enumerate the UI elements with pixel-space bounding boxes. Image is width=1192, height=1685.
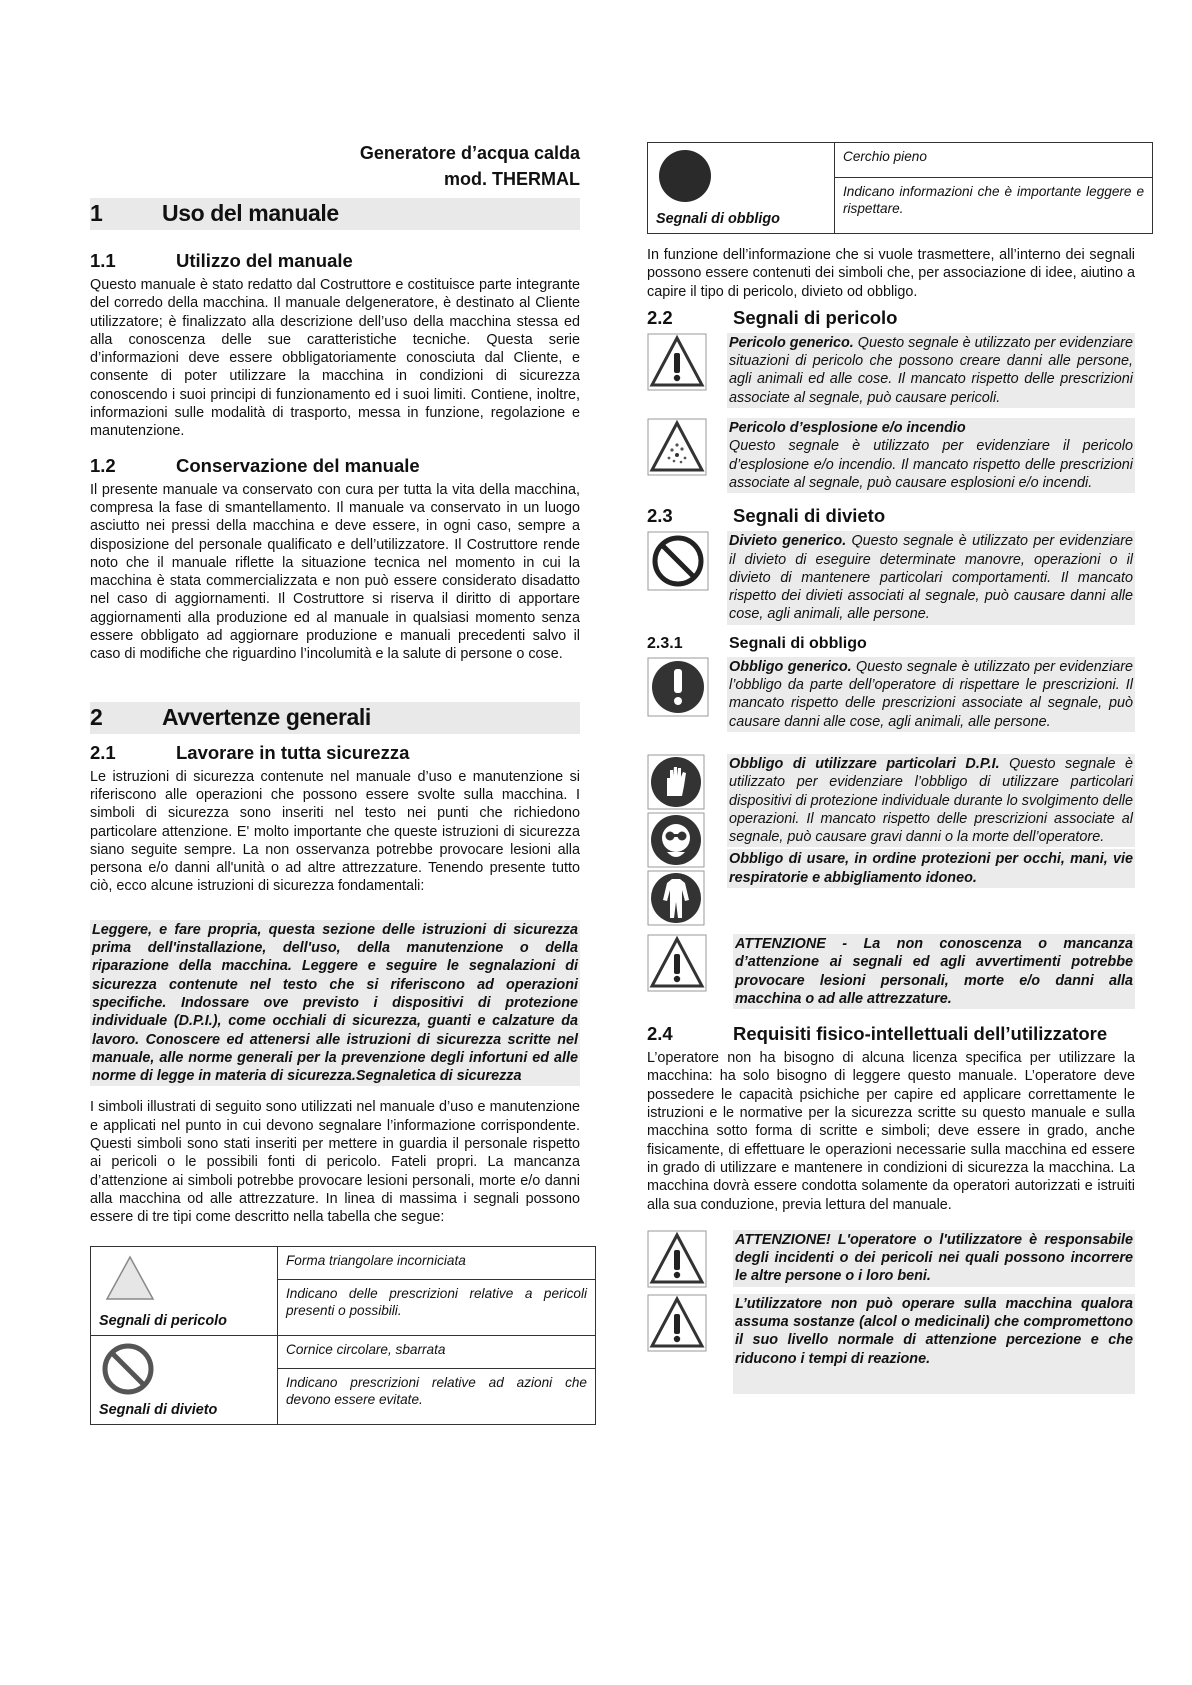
document-title xyxy=(90,140,580,192)
section-1-2-heading xyxy=(90,455,580,477)
symbol-label: Segnali di pericolo xyxy=(99,1313,227,1330)
explosion-row xyxy=(647,418,1135,493)
sign-body: Questo segnale è utilizzato per evidenziare l’obbligo da parte dell’operatore di rispettare le prescrizioni. Il mancato rispetto delle prescrizioni associate al segnale, può causare danni alle cose, agli animali, alle persone. xyxy=(729,658,1134,730)
sign-title: Pericolo d’esplosione e/o incendio xyxy=(729,420,966,437)
warning-triangle-icon xyxy=(105,1255,155,1301)
section-2-1-heading xyxy=(90,742,580,764)
section-2-heading xyxy=(90,702,580,734)
document-title-line1: Generatore d’acqua calda xyxy=(359,143,580,163)
signals-table xyxy=(90,1246,596,1425)
attention-row-1 xyxy=(647,934,1135,1009)
section-title: Lavorare in tutta sicurezza xyxy=(176,741,410,763)
ppe-text-2: Obbligo di usare, in ordine protezioni per occhi, mani, vie respiratorie e abbigliamento idoneo. xyxy=(727,849,1135,888)
sign-icons xyxy=(647,333,727,391)
section-1-2-text: Il presente manuale va conservato con cura per tutta la vita della macchina, compresa la fase di smantellamento. Il manuale va conservato in un luogo asciutto nei pressi della macchina e deve essere, in ogni caso, sempre a disposizione del personale qualificato e dell’utilizzatore. Il Costruttore rende noto che il manuale riflette la situazione tecnica nel momento in cui la macchina è stata commercializzata e non può essere considerato disadatto nel caso di aggiornamenti. Il Costruttore si riserva il diritto di apportare aggiornamenti alla produzione ed al manuale in qualsiasi momento senza essere obbligato ad aggiornare produzione e manuali precedenti salvo il caso di modifiche che riguardino l’incolumità e la salute di persone o cose. xyxy=(90,481,580,663)
sign-title: Obbligo di utilizzare particolari D.P.I. xyxy=(729,755,1000,772)
explosion-warning-icon xyxy=(647,418,707,476)
safety-warning-box: Leggere, e fare propria, questa sezione delle istruzioni di sicurezza prima dell'installazione, dell'uso, della manutenzione o della riparazione della macchina. Leggere e seguire le segnalazioni di sicurezza contenute nel testo che si riferiscono ad operazioni specifiche. Indossare ove previsto i dispositivi di protezione individuale (D.P.I.), come occhiali di sicurezza, guanti e calzature da lavoro. Conoscere ed attenersi alle istruzioni di sicurezza scritte nel manuale, alle norme generali per la prevenzione degli infortuni ed alle norme di legge in materia di sicurezza.Segnaletica di sicurezza xyxy=(90,920,580,1087)
meaning-cell: Indicano informazioni che è importante leggere e rispettare. xyxy=(835,178,1153,234)
table-row xyxy=(91,1336,596,1369)
sign-title: Pericolo generico. xyxy=(729,334,854,351)
document-title-line2: mod. THERMAL xyxy=(444,169,580,189)
warning-exclamation-icon xyxy=(647,1294,707,1352)
table-row xyxy=(91,1247,596,1280)
attention-text-2: ATTENZIONE! L'operatore o l'utilizzatore è responsabile degli incidenti o dei pericoli nei quali possono incorrere le altre persone o i loro beni. xyxy=(733,1230,1135,1287)
section-number: 2 xyxy=(90,703,103,730)
section-2-4-heading xyxy=(647,1023,1135,1045)
generic-prohibition-text xyxy=(727,531,1135,624)
ppe-obligation-row xyxy=(647,754,1135,926)
ppe-text xyxy=(727,754,1135,847)
section-2-3-heading xyxy=(647,505,1135,527)
obligation-table xyxy=(647,142,1153,234)
left-column xyxy=(90,140,587,1425)
ppe-texts xyxy=(727,754,1135,888)
symbol-label: Segnali di obbligo xyxy=(656,211,780,227)
gloves-obligation-icon xyxy=(647,754,705,810)
generic-prohibition-row xyxy=(647,531,1135,624)
meaning-cell: Indicano delle prescrizioni relative a pericoli presenti o possibili. xyxy=(278,1280,596,1336)
meaning-cell: Indicano prescrizioni relative ad azioni che devono essere evitate. xyxy=(278,1369,596,1425)
prohibition-icon xyxy=(101,1342,155,1396)
generic-danger-row xyxy=(647,333,1135,408)
sign-icons xyxy=(647,1230,727,1288)
obligation-exclamation-icon xyxy=(647,657,709,717)
table-row xyxy=(648,143,1153,178)
generic-obligation-text xyxy=(727,657,1135,732)
warning-exclamation-icon xyxy=(647,934,707,992)
filled-circle-icon xyxy=(658,149,712,203)
section-1-1-heading xyxy=(90,250,580,272)
section-number: 1.2 xyxy=(90,454,116,476)
shape-cell: Forma triangolare incorniciata xyxy=(278,1247,596,1280)
symbol-cell xyxy=(648,143,835,234)
right-column xyxy=(647,142,1144,1394)
attention-text-1: ATTENZIONE - La non conoscenza o mancanza d’attenzione ai segnali ed agli avvertimenti potrebbe provocare lesioni personali, morte e/o danni alla macchina o ad alle attrezzature. xyxy=(733,934,1135,1009)
sign-body: Questo segnale è utilizzato per evidenziare l’obbligo di utilizzare particolari dispositivi di protezione individuale durante lo svolgimento delle operazioni. Il mancato rispetto delle prescrizioni associate al segnale, può causare gravi danni o la morte dell’operatore. xyxy=(729,755,1133,846)
protective-clothing-icon xyxy=(647,870,705,926)
attention-text-3: L’utilizzatore non può operare sulla macchina qualora assuma sostanze (alcol o medicinali) che compromettono il suo livello normale di attenzione percezione e che riducono i tempi di reazione. xyxy=(733,1294,1135,1394)
shape-cell: Cornice circolare, sbarrata xyxy=(278,1336,596,1369)
section-title: Segnali di pericolo xyxy=(733,306,898,328)
warning-exclamation-icon xyxy=(647,333,707,391)
section-title: Utilizzo del manuale xyxy=(176,250,353,271)
goggles-obligation-icon xyxy=(647,812,705,868)
section-number: 2.4 xyxy=(647,1023,673,1045)
section-title: Avvertenze generali xyxy=(162,703,371,730)
symbol-label: Segnali di divieto xyxy=(99,1402,218,1419)
signals-intro-text: In funzione dell’informazione che si vuole trasmettere, all’interno dei segnali possono essere contenuti dei simboli che, per associazione di idee, aiutino a capire il tipo di pericolo, divieto od obbligo. xyxy=(647,247,1135,300)
section-2-1-text: Le istruzioni di sicurezza contenute nel manuale d’uso e manutenzione si riferiscono alle operazioni che possono essere svolte sulla macchina. I simboli di sicurezza sono inseriti nel testo nei punti che richiedono particolare attenzione. E' molto importante che queste istruzioni di sicurezza siano seguite sempre. La non osservanza potrebbe provocare lesioni alla persona e/o danni all'unità o ad altre attrezzature. Tenendo presente tutto ciò, ecco alcune istruzioni di sicurezza fondamentali: xyxy=(90,768,580,895)
attention-row-2 xyxy=(647,1230,1135,1288)
section-2-4-text: L’operatore non ha bisogno di alcuna licenza specifica per utilizzare la macchina: ha solo bisogno di leggere questo manuale. L’operatore deve possedere le capacità psichiche per capire ed applicare correttamente le istruzioni e le normative per la sicurezza scritte su questo manuale e sulla macchina sotto forma di scritte e simboli; deve essere in grado, anche fisicamente, di effettuare le operazioni necessarie sulla macchina ed essere in grado di utilizzare e mantenere in condizioni di sicurezza la macchina. La macchina dovrà essere condotta solamente da operatori autorizzati e istruiti alla sua conduzione, previa lettura del manuale. xyxy=(647,1050,1135,1213)
section-title: Segnali di obbligo xyxy=(729,634,867,652)
symbols-text: I simboli illustrati di seguito sono utilizzati nel manuale d’uso e manutenzione e applicati nel punto in cui devono segnalare l’informazione corrispondente. Questi simboli sono stati inseriti per mettere in guardia il personale rispetto ai pericoli o le possibili fonti di pericolo. Fateli propri. La mancanza d’attenzione ai simboli potrebbe provocare lesioni personali, morte e/o danni alla macchina od alle attrezzature. In linea di massima i segnali possono essere di tre tipi come descritto nella tabella che segue: xyxy=(90,1099,580,1226)
generic-obligation-row xyxy=(647,657,1135,732)
sign-icons xyxy=(647,754,727,926)
attention-row-3 xyxy=(647,1294,1135,1394)
section-number: 1.1 xyxy=(90,250,116,271)
section-number: 2.2 xyxy=(647,306,673,328)
section-2-2-heading xyxy=(647,307,1135,329)
section-2-3-1-heading xyxy=(647,635,1135,653)
symbol-cell xyxy=(91,1336,278,1425)
warning-exclamation-icon xyxy=(647,1230,707,1288)
section-number: 2.3.1 xyxy=(647,634,683,652)
section-title: Segnali di divieto xyxy=(733,505,886,527)
section-number: 1 xyxy=(90,200,103,226)
sign-title: Divieto generico. xyxy=(729,533,847,550)
sign-icons xyxy=(647,531,727,591)
sign-body: Questo segnale è utilizzato per evidenziare il divieto di eseguire determinate manovre, operazioni o il divieto di mantenere particolari comportamenti. Il mancato rispetto dei divieti associati al segnale, può causare danni alle cose, agli animali, alle persone. xyxy=(729,533,1133,623)
sign-body: Questo segnale è utilizzato per evidenziare il pericolo d’esplosione e/o incendio. Il mancato rispetto delle prescrizioni associate al segnale, può causare esplosioni e/o incendi. xyxy=(729,438,1133,491)
shape-cell: Cerchio pieno xyxy=(835,143,1153,178)
sign-icons xyxy=(647,1294,727,1352)
section-number: 2.1 xyxy=(90,741,116,763)
section-title: Conservazione del manuale xyxy=(176,454,420,476)
generic-danger-text xyxy=(727,333,1135,408)
sign-icons xyxy=(647,657,727,717)
symbol-cell xyxy=(91,1247,278,1336)
explosion-text xyxy=(727,418,1135,493)
section-title: Uso del manuale xyxy=(162,200,339,226)
prohibition-icon xyxy=(647,531,709,591)
sign-body: Questo segnale è utilizzato per evidenziare situazioni di pericolo che possono creare danni alle persone, agli animali ed alle cose. Il mancato rispetto delle prescrizioni associate al segnale, può causare pericoli. xyxy=(729,334,1133,406)
section-title: Requisiti fisico-intellettuali dell’utilizzatore xyxy=(733,1023,1108,1045)
section-number: 2.3 xyxy=(647,505,673,527)
sign-icons xyxy=(647,934,727,992)
section-1-heading xyxy=(90,198,580,230)
section-1-1-text: Questo manuale è stato redatto dal Costruttore e costituisce parte integrante del corredo della macchina. Il manuale delgeneratore, è destinato al Cliente utilizzatore; è finalizzato alla descrizione dell’uso della macchina stessa ed alla conoscenza delle sue caratteristiche tecniche. Questa serie d’informazioni deve essere obbligatoriamente conosciuta dal Cliente, e consente di poter utilizzare la macchina in condizioni di sicurezza conoscendo i suoi principi di funzionamento ed i suoi limiti. Contiene, inoltre, informazioni sulle modalità di trasporto, messa in funzione, regolazione e manutenzione. xyxy=(90,277,580,440)
sign-icons xyxy=(647,418,727,476)
sign-title: Obbligo generico. xyxy=(729,658,852,675)
